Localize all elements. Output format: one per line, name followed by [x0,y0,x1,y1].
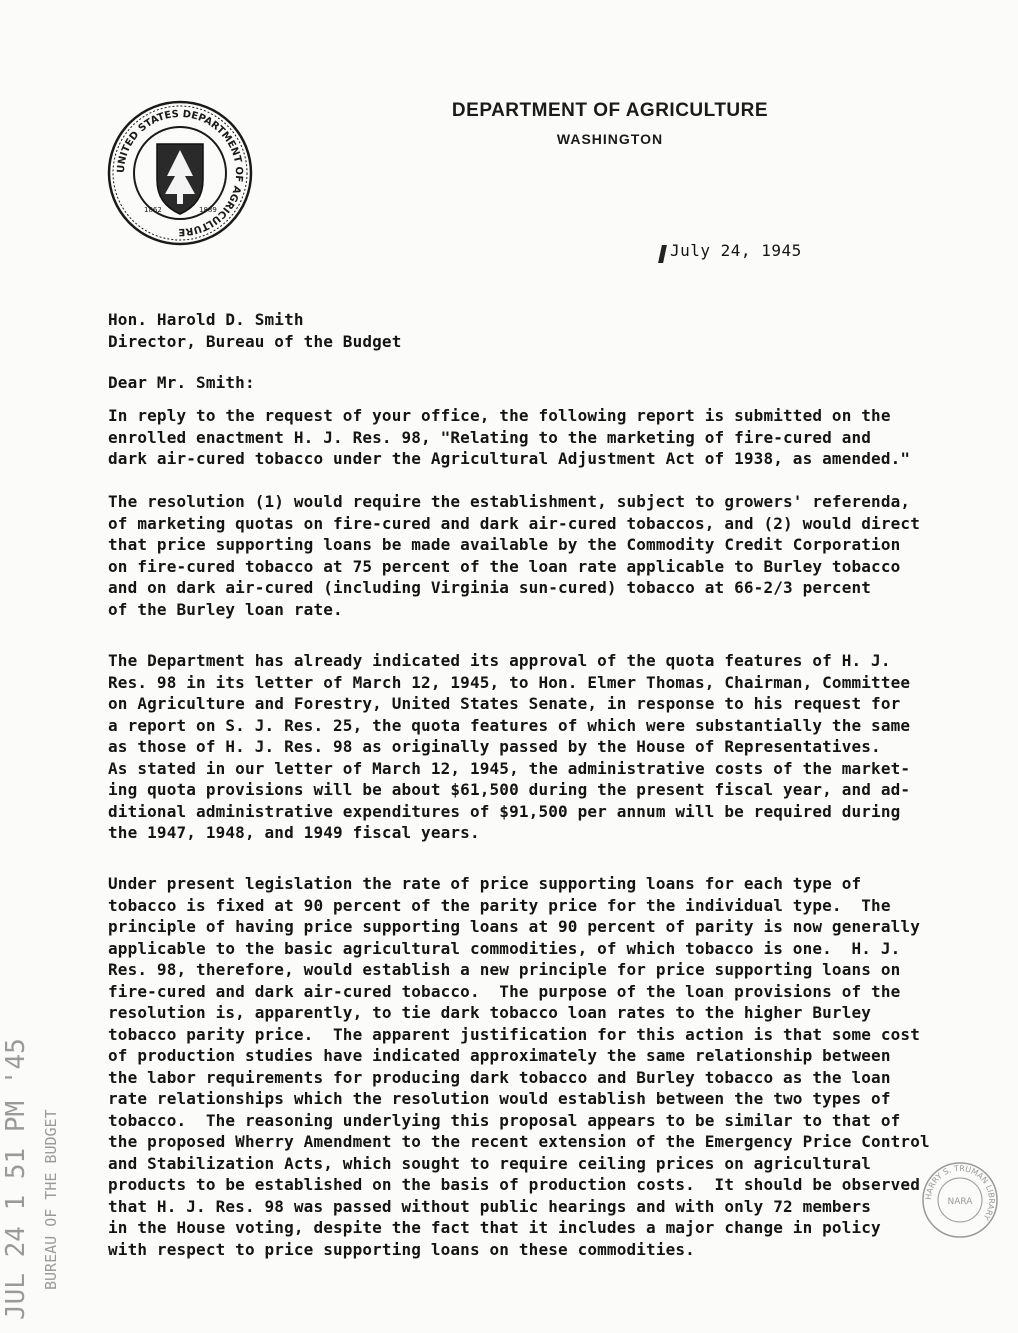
seal-year-left: 1862 [144,206,162,214]
letterhead-city: WASHINGTON [556,131,664,147]
seal-year-right: 1889 [199,206,217,214]
seal-ring-text: UNITED STATES DEPARTMENT OF AGRICULTURE [115,108,245,238]
letterhead-department: DEPARTMENT OF AGRICULTURE [451,100,769,121]
department-seal [107,100,253,246]
paragraph-4: Under present legislation the rate of price supporting loans for each type of tobacco is fixed at 90 percent of the parity price for the individual type. The principle of having price supporting loans at 90 percent of parity is now generally applicable to the basic agricultural commodities, of which tobacco is one. H. J. Res. 98, therefore, would establish a new principle for price supporting loans on fire-cured and dark air-cured tobacco. The purpose of the loan provisions of the resolution is, apparently, to tie dark tobacco loan rates to the higher Burley tobacco parity price. The apparent justification for this action is that some cost of production studies have indicated approximately the same relationship between the labor requirements for producing dark tobacco and Burley tobacco as the loan rate relationships which the resolution would establish between the two types of tobacco. The reasoning underlying this proposal appears to be similar to that of the proposed Wherry Amendment to the recent extension of the Emergency Price Control and Stabilization Acts, which sought to require ceiling prices on agricultural products to be established on the basis of production costs. It should be observed that H. J. Res. 98 was passed without public hearings and with only 72 members in the House voting, despite the fact that it includes a major change in policy with respect to price supporting loans on these commodities. [108,874,930,1259]
paragraph-3: The Department has already indicated its approval of the quota features of H. J. Res. 98 in its letter of March 12, 1945, to Hon. Elmer Thomas, Chairman, Committee on Agriculture and Forestry, United States Senate, in response to his request for a report on S. J. Res. 25, the quota features of which were substantially the same as those of H. J. Res. 98 as originally passed by the House of Representatives. As stated in our letter of March 12, 1945, the administrative costs of the market- ing quota provisions will be about $61,500 during the present fiscal year, and ad- ditional administrative expenditures of $91,500 per annum will be required during the 1947, 1948, and 1949 fiscal years. [108,651,911,842]
addressee [108,309,401,352]
received-stamp-datetime: JUL 24 1 51 PM '45 [1,1038,31,1320]
addressee-title: Director, Bureau of the Budget [108,331,402,351]
pen-mark [658,245,667,263]
library-stamp [920,1160,1000,1240]
library-stamp-center: NARA [947,1197,973,1207]
letter-date: July 24, 1945 [670,241,802,260]
addressee-name: Hon. Harold D. Smith [108,310,304,329]
library-stamp-ring: HARRY S. TRUMAN LIBRARY [923,1163,997,1222]
paragraph-2: The resolution (1) would require the establishment, subject to growers' referenda, of marketing quotas on fire-cured and dark air-cured tobaccos, and (2) would direct that price supporting loans be made available by the Commodity Credit Corporation on fire-cured tobacco at 75 percent of the loan rate applicable to Burley tobacco and on dark air-cured (including Virginia sun-cured) tobacco at 66-2/3 percent of the Burley loan rate. [108,492,920,619]
received-stamp-office: BUREAU OF THE BUDGET [42,1109,60,1290]
paragraph-1: In reply to the request of your office, the following report is submitted on the enrolled enactment H. J. Res. 98, "Relating to the marketing of fire-cured and dark air-cured tobacco under the Agricultural Adjustment Act of 1938, as amended." [108,406,911,468]
letterhead [380,100,840,147]
received-stamp [0,1020,120,1320]
salutation: Dear Mr. Smith: [108,373,255,392]
